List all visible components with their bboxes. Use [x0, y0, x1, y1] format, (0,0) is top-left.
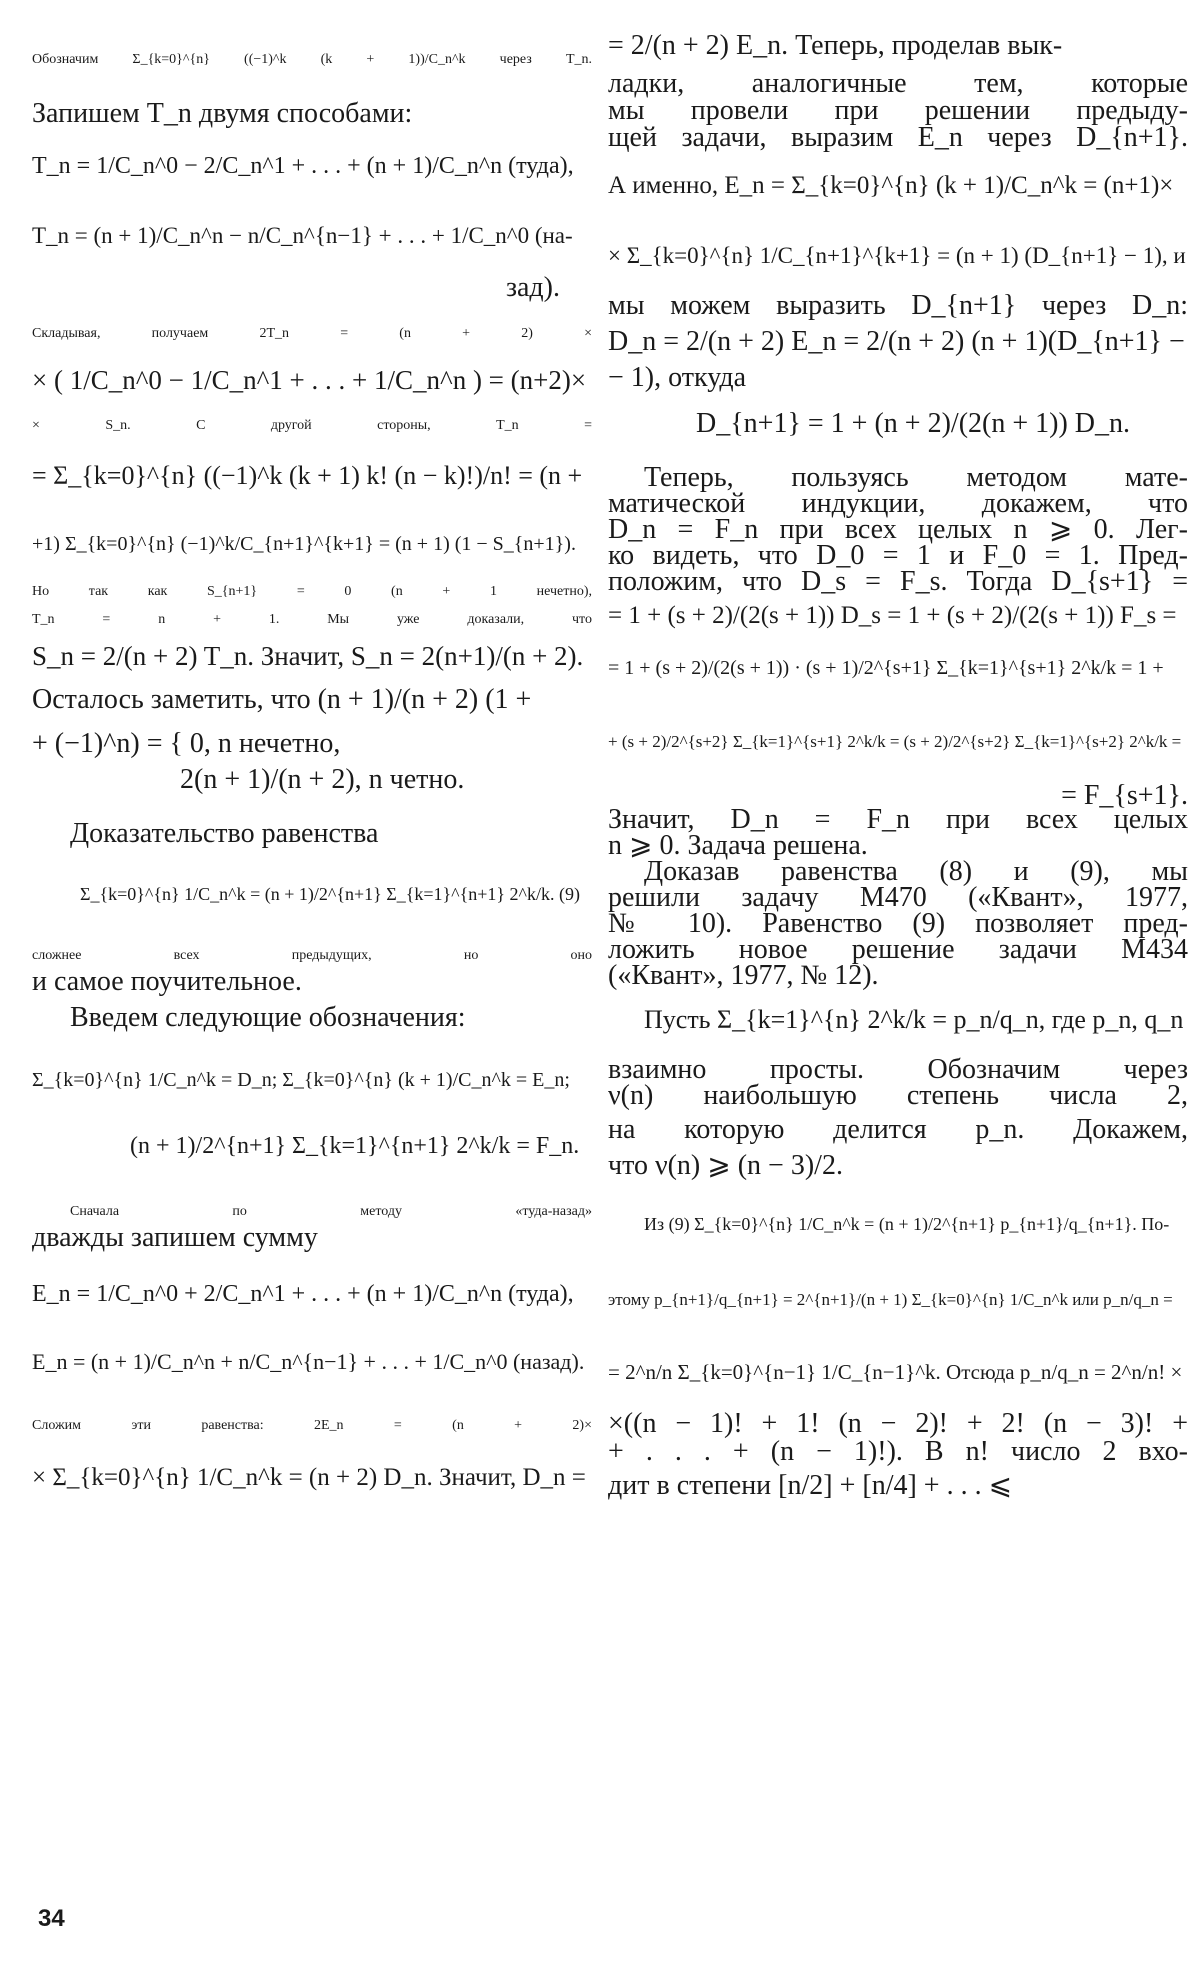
formula-line: что ν(n) ⩾ (n − 3)/2.	[608, 1150, 843, 1181]
formula-line: × ( 1/C_n^0 − 1/C_n^1 + . . . + 1/C_n^n ) = (n+2)×	[32, 365, 587, 395]
formula-line: + (−1)^n) = { 0, n нечетно,	[32, 728, 341, 759]
formula-line: = 2/(n + 2) E_n. Теперь, проделав вык-	[608, 30, 1063, 61]
formula-line: E_n = 1/C_n^0 + 2/C_n^1 + . . . + (n + 1)/C_n^n (туда),	[32, 1281, 574, 1307]
text-line: сложнее всех предыдущих, но оно	[32, 948, 592, 963]
text-line: T_n = n + 1. Мы уже доказали, что	[32, 612, 592, 627]
text-line: Запишем T_n двумя способами:	[32, 98, 413, 129]
text-line: Обозначим Σ_{k=0}^{n} ((−1)^k (k + 1))/C_n^k через T_n.	[32, 52, 592, 67]
formula-line: Σ_{k=0}^{n} 1/C_n^k = D_n; Σ_{k=0}^{n} (k + 1)/C_n^k = E_n;	[32, 1069, 570, 1091]
text-line: мы можем выразить D_{n+1} через D_n:	[608, 290, 1188, 321]
formula-line: T_n = 1/C_n^0 − 2/C_n^1 + . . . + (n + 1)/C_n^n (туда),	[32, 153, 574, 179]
text-line: Доказательство равенства	[70, 818, 379, 849]
formula-line: D_{n+1} = 1 + (n + 2)/(2(n + 1)) D_n.	[696, 408, 1130, 439]
formula-line: Пусть Σ_{k=1}^{n} 2^k/k = p_n/q_n, где p_n, q_n	[644, 1005, 1184, 1034]
text-line: ко видеть, что D_0 = 1 и F_0 = 1. Пред-	[608, 540, 1188, 571]
text-line: матической индукции, докажем, что	[608, 488, 1188, 519]
formula-line: = 2^n/n Σ_{k=0}^{n−1} 1/C_{n−1}^k. Отсюда p_n/q_n = 2^n/n! ×	[608, 1360, 1183, 1384]
formula-line: 2(n + 1)/(n + 2), n четно.	[180, 764, 465, 795]
text-line: ладки, аналогичные тем, которые	[608, 68, 1188, 99]
text-line: («Квант», 1977, № 12).	[608, 960, 879, 991]
text-line: и самое поучительное.	[32, 966, 302, 997]
text-line: дважды запишем сумму	[32, 1222, 318, 1253]
formula-line: × Σ_{k=0}^{n} 1/C_n^k = (n + 2) D_n. Значит, D_n =	[32, 1464, 586, 1491]
formula-line: Из (9) Σ_{k=0}^{n} 1/C_n^k = (n + 1)/2^{n+1} p_{n+1}/q_{n+1}. По-	[644, 1214, 1170, 1234]
text-line: щей задачи, выразим E_n через D_{n+1}.	[608, 122, 1188, 153]
text-line: Введем следующие обозначения:	[70, 1002, 466, 1033]
text-line: Но так как S_{n+1} = 0 (n + 1 нечетно),	[32, 584, 592, 599]
text-line: Сначала по методу «туда-назад»	[70, 1204, 592, 1219]
text-line: взаимно просты. Обозначим через	[608, 1054, 1188, 1085]
text-line: Складывая, получаем 2T_n = (n + 2) ×	[32, 326, 592, 341]
formula-line: E_n = (n + 1)/C_n^n + n/C_n^{n−1} + . . . + 1/C_n^0 (назад).	[32, 1349, 585, 1374]
text-line: Значит, D_n = F_n при всех целых	[608, 804, 1188, 835]
formula-line: × Σ_{k=0}^{n} 1/C_{n+1}^{k+1} = (n + 1) (D_{n+1} − 1), и	[608, 243, 1186, 268]
formula-line: = F_{s+1}.	[1061, 780, 1188, 811]
text-line: n ⩾ 0. Задача решена.	[608, 830, 868, 861]
text-line: × S_n. С другой стороны, T_n =	[32, 418, 592, 433]
text-line: + . . . + (n − 1)!). В n! число 2 вхо-	[608, 1436, 1188, 1467]
text-line: Сложим эти равенства: 2E_n = (n + 2)×	[32, 1418, 592, 1433]
formula-line: А именно, E_n = Σ_{k=0}^{n} (k + 1)/C_n^k = (n+1)×	[608, 172, 1174, 199]
formula-line: Осталось заметить, что (n + 1)/(n + 2) (1 +	[32, 684, 532, 715]
text-line: зад).	[505, 272, 560, 303]
text-line: ν(n) наибольшую степень числа 2,	[608, 1080, 1188, 1111]
formula-line: (n + 1)/2^{n+1} Σ_{k=1}^{n+1} 2^k/k = F_n.	[130, 1133, 580, 1159]
text-line: мы провели при решении предыду-	[608, 95, 1188, 126]
equation-9: Σ_{k=0}^{n} 1/C_n^k = (n + 1)/2^{n+1} Σ_{k=1}^{n+1} 2^k/k. (9)	[80, 884, 580, 904]
text-line: − 1), откуда	[608, 362, 747, 393]
text-line: на которую делится p_n. Докажем,	[608, 1114, 1188, 1145]
formula-line: S_n = 2/(n + 2) T_n. Значит, S_n = 2(n+1)/(n + 2).	[32, 641, 584, 671]
text-line: D_n = F_n при всех целых n ⩾ 0. Лег-	[608, 514, 1188, 545]
formula-line: дит в степени [n/2] + [n/4] + . . . ⩽	[608, 1470, 1013, 1501]
formula-line: = Σ_{k=0}^{n} ((−1)^k (k + 1) k! (n − k)!)/n! = (n +	[32, 461, 583, 490]
formula-line: = 1 + (s + 2)/(2(s + 1)) D_s = 1 + (s + 2)/(2(s + 1)) F_s =	[608, 602, 1177, 629]
text-line: решили задачу М470 («Квант», 1977,	[608, 882, 1188, 913]
page-number: 34	[38, 1905, 65, 1932]
formula-line: T_n = (n + 1)/C_n^n − n/C_n^{n−1} + . . . + 1/C_n^0 (на-	[32, 223, 573, 248]
formula-line: + (s + 2)/2^{s+2} Σ_{k=1}^{s+1} 2^k/k = (s + 2)/2^{s+2} Σ_{k=1}^{s+2} 2^k/k =	[608, 732, 1182, 751]
text-line: Теперь, пользуясь методом мате-	[644, 462, 1188, 493]
text-line: положим, что D_s = F_s. Тогда D_{s+1} =	[608, 566, 1188, 597]
formula-line: этому p_{n+1}/q_{n+1} = 2^{n+1}/(n + 1) Σ_{k=0}^{n} 1/C_n^k или p_n/q_n =	[608, 1290, 1173, 1309]
formula-line: +1) Σ_{k=0}^{n} (−1)^k/C_{n+1}^{k+1} = (n + 1) (1 − S_{n+1}).	[32, 533, 576, 555]
text-line: ложить новое решение задачи М434	[608, 934, 1188, 965]
text-line: Доказав равенства (8) и (9), мы	[644, 856, 1188, 887]
formula-line: = 1 + (s + 2)/(2(s + 1)) · (s + 1)/2^{s+1} Σ_{k=1}^{s+1} 2^k/k = 1 +	[608, 657, 1164, 679]
formula-line: D_n = 2/(n + 2) E_n = 2/(n + 2) (n + 1)(D_{n+1} −	[608, 326, 1185, 357]
text-line: № 10). Равенство (9) позволяет пред-	[608, 908, 1188, 939]
text-line: ×((n − 1)! + 1! (n − 2)! + 2! (n − 3)! +	[608, 1408, 1188, 1439]
